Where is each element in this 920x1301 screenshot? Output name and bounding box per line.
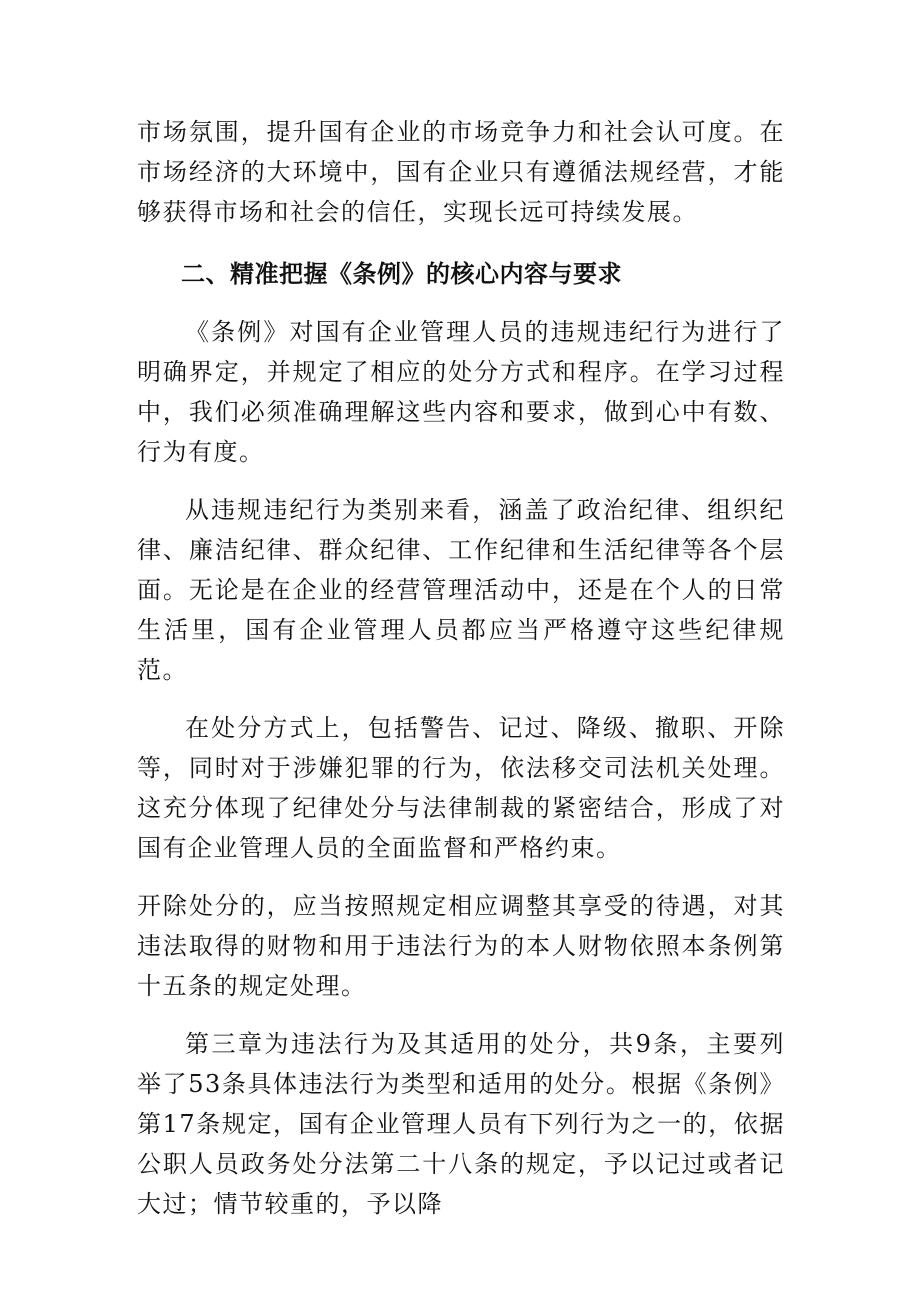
paragraph-intro-continuation: 市场氛围，提升国有企业的市场竞争力和社会认可度。在市场经济的大环境中，国有企业只有遵循法规经营，才能够获得市场和社会的信任，实现长远可持续发展。 xyxy=(137,118,785,226)
spacer xyxy=(137,1006,785,1024)
document-body xyxy=(137,112,785,1224)
paragraph-violation-categories: 从违规违纪行为类别来看，涵盖了政治纪律、组织纪律、廉洁纪律、群众纪律、工作纪律和生活纪律等各个层面。无论是在企业的经营管理活动中，还是在个人的日常生活里，国有企业管理人员都应当严格遵守这些纪律规范。 xyxy=(137,496,785,684)
spacer xyxy=(137,294,785,312)
section-heading: 二、精准把握《条例》的核心内容与要求 xyxy=(181,260,622,288)
spacer xyxy=(137,868,785,886)
spacer xyxy=(137,472,785,490)
paragraph-dismissal-handling: 开除处分的，应当按照规定相应调整其享受的待遇，对其违法取得的财物和用于违法行为的本人财物依照本条例第十五条的规定处理。 xyxy=(137,892,785,1000)
paragraph-regulation-overview: 《条例》对国有企业管理人员的违规违纪行为进行了明确界定，并规定了相应的处分方式和程序。在学习过程中，我们必须准确理解这些内容和要求，做到心中有数、行为有度。 xyxy=(137,318,785,466)
paragraph-chapter-three: 第三章为违法行为及其适用的处分，共9条，主要列举了53条具体违法行为类型和适用的处分。根据《条例》第17条规定，国有企业管理人员有下列行为之一的，依据公职人员政务处分法第二十八条的规定，予以记过或者记大过；情节较重的，予以降 xyxy=(137,1030,785,1218)
spacer xyxy=(137,232,785,254)
spacer xyxy=(137,690,785,708)
paragraph-punishment-methods: 在处分方式上，包括警告、记过、降级、撤职、开除等，同时对于涉嫌犯罪的行为，依法移交司法机关处理。这充分体现了纪律处分与法律制裁的紧密结合，形成了对国有企业管理人员的全面监督和严格约束。 xyxy=(137,714,785,862)
